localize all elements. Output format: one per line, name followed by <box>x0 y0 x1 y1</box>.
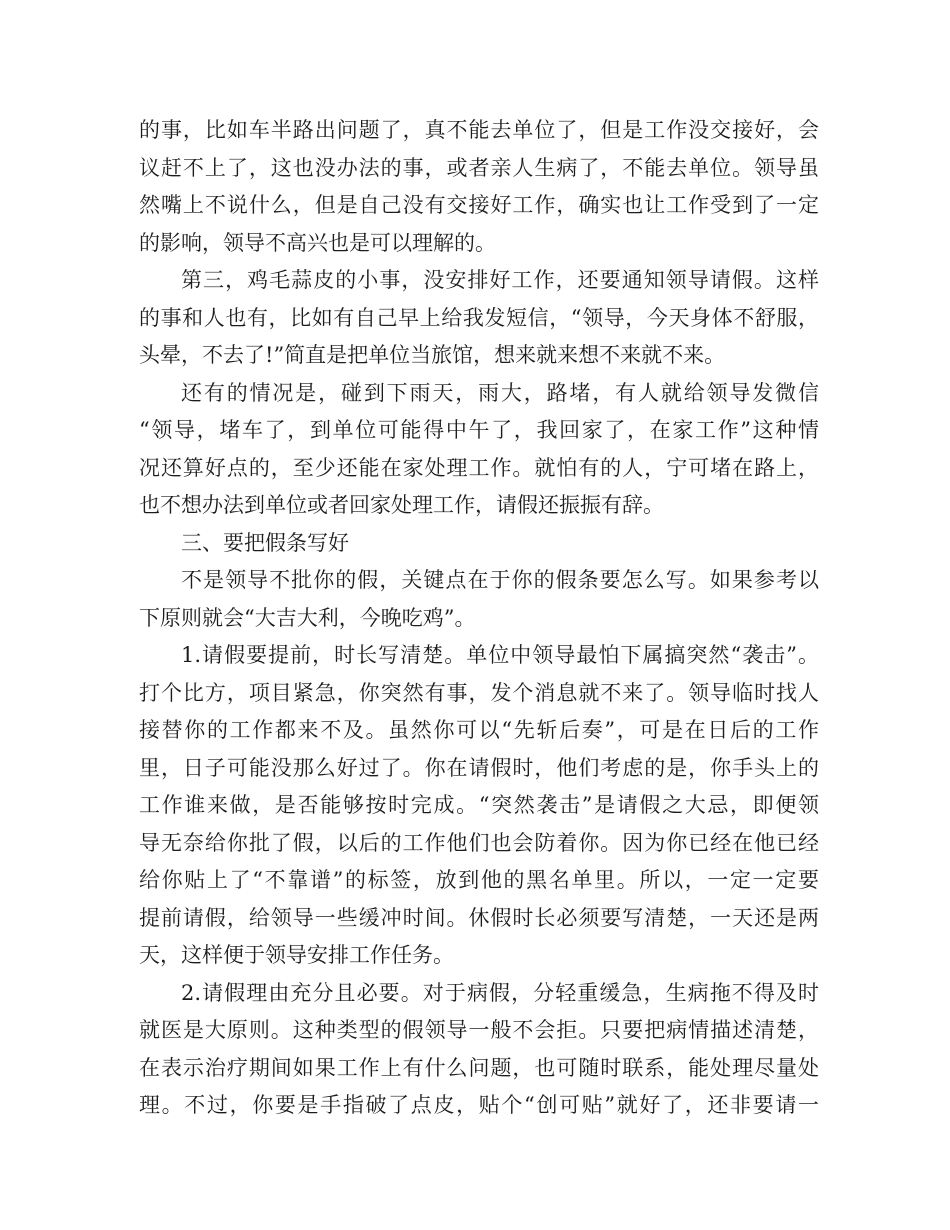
text-line: 议赶不上了，这也没办法的事，或者亲人生病了，不能去单位。领导虽 <box>139 155 819 180</box>
text-line: 理。不过，你要是手指破了点皮，贴个“创可贴”就好了，还非要请一 <box>139 1093 819 1117</box>
text-line: 2.请假理由充分且必要。对于病假，分轻重缓急，生病拖不得及时 <box>181 980 819 1005</box>
text-line: 天，这样便于领导安排工作任务。 <box>139 943 454 967</box>
text-line: 导无奈给你批了假，以后的工作他们也会防着你。因为你已经在他已经 <box>139 830 819 855</box>
text-line: 第三，鸡毛蒜皮的小事，没安排好工作，还要通知领导请假。这样 <box>181 268 819 292</box>
text-line: 提前请假，给领导一些缓冲时间。休假时长必须要写清楚，一天还是两 <box>139 905 819 930</box>
document-body <box>139 112 819 1125</box>
text-line: 接替你的工作都来不及。虽然你可以“先斩后奏”，可是在日后的工作 <box>139 718 819 742</box>
text-line: 的影响，领导不高兴也是可以理解的。 <box>139 230 496 255</box>
text-line: 给你贴上了“不靠谱”的标签，放到他的黑名单里。所以，一定一定要 <box>139 868 819 892</box>
text-line: 况还算好点的，至少还能在家处理工作。就怕有的人，宁可堵在路上， <box>139 455 819 480</box>
text-line: 的事和人也有，比如有自己早上给我发短信，“领导，今天身体不舒服， <box>139 305 819 330</box>
text-line: 还有的情况是，碰到下雨天，雨大，路堵，有人就给领导发微信 <box>181 380 819 405</box>
text-line: 头晕，不去了!”简直是把单位当旅馆，想来就来想不来就不来。 <box>139 343 726 367</box>
text-line: 1.请假要提前，时长写清楚。单位中领导最怕下属搞突然“袭击”。 <box>181 643 819 667</box>
text-line: 下原则就会“大吉大利，今晚吃鸡”。 <box>139 605 476 630</box>
text-line: 也不想办法到单位或者回家处理工作，请假还振振有辞。 <box>139 493 664 517</box>
text-line: 不是领导不批你的假，关键点在于你的假条要怎么写。如果参考以 <box>181 568 819 592</box>
text-line: “领导，堵车了，到单位可能得中午了，我回家了，在家工作”这种情 <box>139 418 819 442</box>
text-line: 里，日子可能没那么好过了。你在请假时，他们考虑的是，你手头上的 <box>139 755 819 780</box>
text-line: 三、要把假条写好 <box>181 530 349 555</box>
text-line: 工作谁来做，是否能够按时完成。“突然袭击”是请假之大忌，即便领 <box>139 793 819 817</box>
text-line: 打个比方，项目紧急，你突然有事，发个消息就不来了。领导临时找人 <box>139 680 819 705</box>
text-line: 然嘴上不说什么，但是自己没有交接好工作，确实也让工作受到了一定 <box>139 193 819 217</box>
text-line: 的事，比如车半路出问题了，真不能去单位了，但是工作没交接好，会 <box>139 118 819 142</box>
text-line: 就医是大原则。这种类型的假领导一般不会拒。只要把病情描述清楚， <box>139 1018 819 1042</box>
text-line: 在表示治疗期间如果工作上有什么问题，也可随时联系，能处理尽量处 <box>139 1055 819 1080</box>
